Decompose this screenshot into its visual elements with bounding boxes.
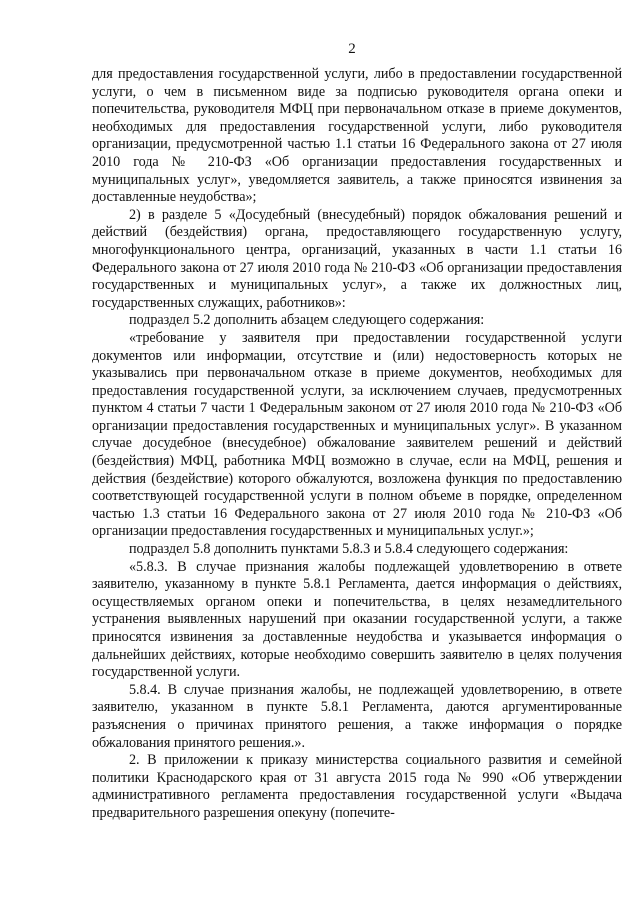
paragraph-5-8-3: «5.8.3. В случае признания жалобы подлежащей удовлетворению в ответе заявителю, указанному в пункте 5.8.1 Регламента, дается информация о действиях, осуществляемых органом опеки и попечительства, в целях незамедлительного устранения выявленных нарушений при оказании государственной услуги, а также приносятся извинения за доставленные неудобства и указывается информация о дальнейших действиях, которые необходимо совершить заявителю в целях получения государственной услуги. bbox=[92, 558, 622, 681]
paragraph-5-8-4: 5.8.4. В случае признания жалобы, не подлежащей удовлетворению, в ответе заявителю, указанном в пункте 5.8.1 Регламента, даются аргументированные разъяснения о причинах принятого решения, а также информация о порядке обжалования принятого решения.». bbox=[92, 681, 622, 751]
paragraph-requirement-quote: «требование у заявителя при предоставлении государственной услуги документов или информации, отсутствие и (или) недостоверность которых не указывались при первоначальном отказе в приеме документов, необходимых для предоставления государственной услуги, за исключением случаев, предусмотренных пунктом 4 статьи 7 части 1 Федеральным законом от 27 июля 2010 года № 210-ФЗ «Об организации предоставления государственных и муниципальных услуг». В указанном случае досудебное (внесудебное) обжалование заявителем решений и действий (бездействия) МФЦ, работника МФЦ возможно в случае, если на МФЦ, решения и действия (бездействие) которого обжалуются, возложена функция по предоставлению соответствующей государственной услуги в полном объеме в порядке, определенном частью 1.3 статьи 16 Федерального закона от 27 июля 2010 года № 210-ФЗ «Об организации предоставления государственных и муниципальных услуг.»; bbox=[92, 329, 622, 540]
page-number: 2 bbox=[348, 41, 356, 57]
paragraph-item-2: 2. В приложении к приказу министерства социального развития и семейной политики Краснодарского края от 31 августа 2015 года № 990 «Об утверждении административного регламента предоставления государственной услуги «Выдача предварительного разрешения опекуну (попечите- bbox=[92, 752, 622, 821]
paragraph-continuation: для предоставления государственной услуги, либо в предоставлении государственной услуги, о чем в письменном виде за подписью руководителя органа опеки и попечительства, руководителя МФЦ при первоначальном отказе в приеме документов, необходимых для предоставления государственной услуги, либо руководителя организации, предусмотренной частью 1.1 статьи 16 Федерального закона от 27 июля 2010 года № 210-ФЗ «Об организации предоставления государственных и муниципальных услуг», уведомляется заявитель, а также приносятся извинения за доставленные неудобства»; bbox=[92, 66, 622, 206]
paragraph-subsection-5-8: подраздел 5.8 дополнить пунктами 5.8.3 и 5.8.4 следующего содержания: bbox=[129, 541, 569, 558]
paragraph-section-5: 2) в разделе 5 «Досудебный (внесудебный) порядок обжалования решений и действий (бездействия) органа, предоставляющего государственную услугу, многофункционального центра, организаций, указанных в части 1.1 статьи 16 Федерального закона от 27 июля 2010 года № 210-ФЗ «Об организации предоставления государственных и муниципальных услуг», а также их должностных лиц, государственных служащих, работников»: bbox=[92, 206, 622, 311]
paragraph-subsection-5-2: подраздел 5.2 дополнить абзацем следующего содержания: bbox=[129, 312, 485, 329]
